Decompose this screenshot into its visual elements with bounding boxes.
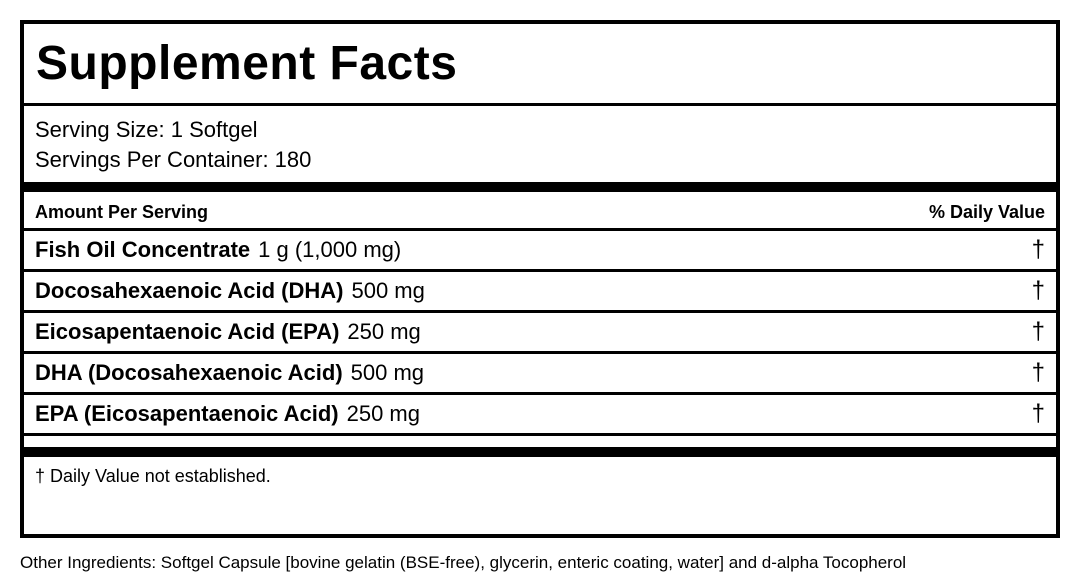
nutrient-amount: 250 mg xyxy=(346,401,420,426)
row-divider xyxy=(24,433,1056,436)
servings-per-container: Servings Per Container: 180 xyxy=(35,147,312,172)
nutrient-dv: † xyxy=(1031,318,1045,345)
nutrient-dv: † xyxy=(1031,236,1045,263)
thick-divider-bottom xyxy=(24,447,1056,457)
nutrient-name: EPA (Eicosapentaenoic Acid) xyxy=(35,401,339,426)
supplement-facts-panel xyxy=(20,20,1060,538)
nutrient-name: Eicosapentaenoic Acid (EPA) xyxy=(35,319,340,344)
panel-title: Supplement Facts xyxy=(36,37,458,90)
nutrient-dv: † xyxy=(1031,277,1045,304)
nutrient-row xyxy=(35,313,1045,351)
serving-size: Serving Size: 1 Softgel xyxy=(35,117,258,142)
column-header-row xyxy=(35,198,1045,226)
title-divider xyxy=(24,103,1056,106)
nutrient-row xyxy=(35,231,1045,269)
nutrient-amount: 500 mg xyxy=(350,360,425,385)
thick-divider-top xyxy=(24,182,1056,192)
nutrient-dv: † xyxy=(1031,400,1045,427)
serving-info xyxy=(35,115,311,175)
nutrient-amount: 250 mg xyxy=(347,319,421,344)
nutrient-amount: 1 g (1,000 mg) xyxy=(258,237,402,262)
nutrient-amount: 500 mg xyxy=(351,278,425,303)
daily-value-header: % Daily Value xyxy=(928,202,1045,222)
nutrient-dv: † xyxy=(1031,359,1045,386)
nutrient-row xyxy=(35,272,1045,310)
nutrient-name: DHA (Docosahexaenoic Acid) xyxy=(35,360,343,385)
nutrient-name: Fish Oil Concentrate xyxy=(35,237,251,262)
other-ingredients: Other Ingredients: Softgel Capsule [bovine gelatin (BSE-free), glycerin, enteric coating, water] and d-alpha Tocopherol xyxy=(20,553,907,572)
amount-per-serving-header: Amount Per Serving xyxy=(35,202,209,222)
nutrient-row xyxy=(35,395,1045,433)
daily-value-footnote: † Daily Value not established. xyxy=(35,466,271,486)
nutrient-name: Docosahexaenoic Acid (DHA) xyxy=(35,278,344,303)
nutrient-row xyxy=(35,354,1045,392)
